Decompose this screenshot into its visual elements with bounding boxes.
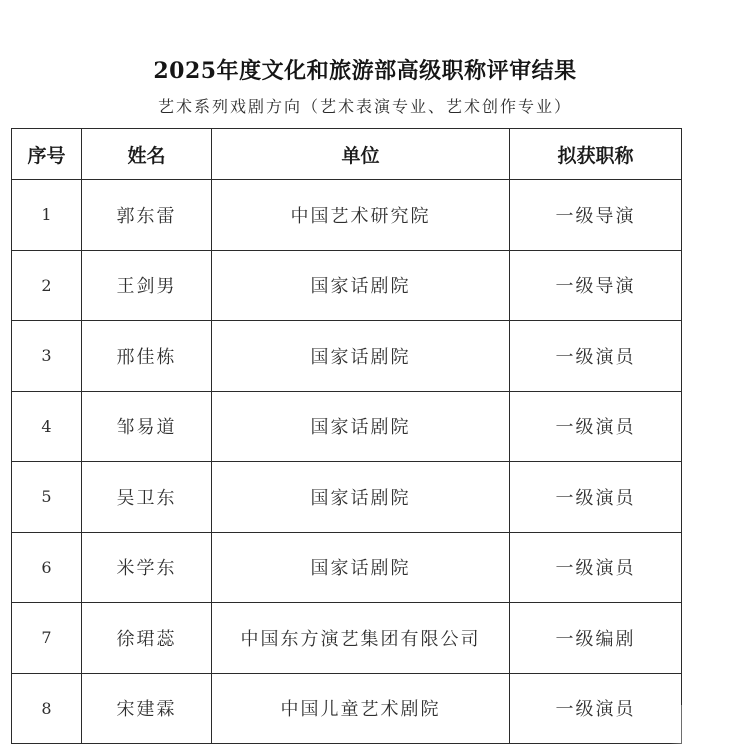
table-row	[12, 250, 682, 321]
row-title: 一级编剧	[510, 603, 682, 674]
row-title: 一级演员	[510, 673, 682, 744]
header-name: 姓名	[82, 129, 212, 180]
row-title: 一级导演	[510, 180, 682, 251]
document-title: 2025年度文化和旅游部高级职称评审结果	[153, 58, 577, 84]
row-name: 邢佳栋	[82, 321, 212, 392]
row-unit: 国家话剧院	[212, 250, 510, 321]
row-number: 6	[12, 532, 82, 603]
results-table	[11, 128, 682, 744]
table-row	[12, 391, 682, 462]
row-name: 王剑男	[82, 250, 212, 321]
row-name: 郭东雷	[82, 180, 212, 251]
row-name: 邹易道	[82, 391, 212, 462]
row-unit: 国家话剧院	[212, 391, 510, 462]
table-row	[12, 603, 682, 674]
row-number: 2	[12, 250, 82, 321]
row-number: 3	[12, 321, 82, 392]
row-number: 7	[12, 603, 82, 674]
row-name: 吴卫东	[82, 462, 212, 533]
row-unit: 国家话剧院	[212, 462, 510, 533]
table-row	[12, 321, 682, 392]
row-title: 一级演员	[510, 321, 682, 392]
row-number: 1	[12, 180, 82, 251]
row-number: 5	[12, 462, 82, 533]
table-row	[12, 180, 682, 251]
row-unit: 国家话剧院	[212, 532, 510, 603]
header-title: 拟获职称	[510, 129, 682, 180]
corner-fade	[670, 705, 730, 745]
row-title: 一级导演	[510, 250, 682, 321]
row-number: 4	[12, 391, 82, 462]
row-unit: 中国艺术研究院	[212, 180, 510, 251]
row-name: 徐珺蕊	[82, 603, 212, 674]
table-row	[12, 532, 682, 603]
row-unit: 国家话剧院	[212, 321, 510, 392]
row-unit: 中国儿童艺术剧院	[212, 673, 510, 744]
row-name: 宋建霖	[82, 673, 212, 744]
row-title: 一级演员	[510, 391, 682, 462]
table-header-row	[12, 129, 682, 180]
row-name: 米学东	[82, 532, 212, 603]
header-number: 序号	[12, 129, 82, 180]
row-number: 8	[12, 673, 82, 744]
table-row	[12, 462, 682, 533]
table-row	[12, 673, 682, 744]
row-unit: 中国东方演艺集团有限公司	[212, 603, 510, 674]
row-title: 一级演员	[510, 532, 682, 603]
row-title: 一级演员	[510, 462, 682, 533]
document-subtitle: 艺术系列戏剧方向（艺术表演专业、艺术创作专业）	[157, 97, 572, 116]
header-unit: 单位	[212, 129, 510, 180]
